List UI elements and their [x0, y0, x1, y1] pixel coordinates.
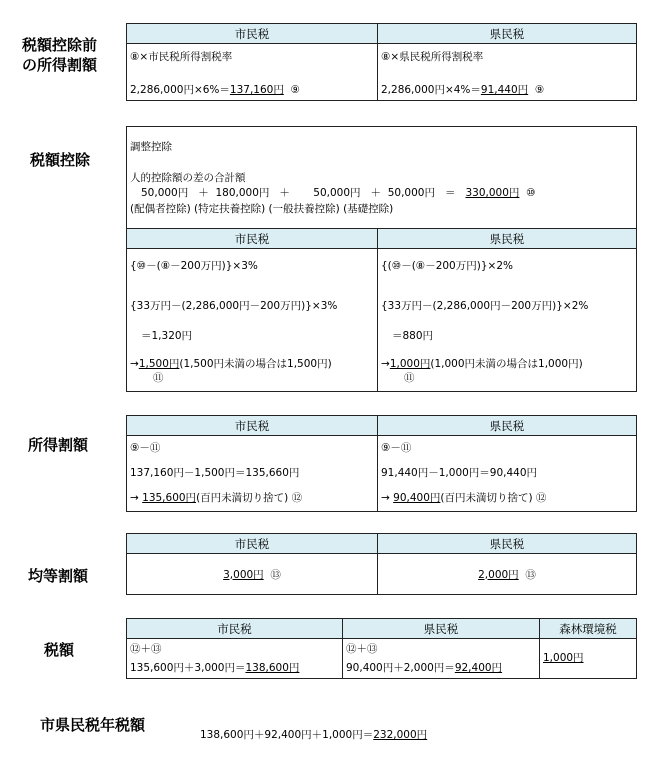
- city-credit-f2: {33万円－(2,286,000円－200万円)}×3%: [130, 300, 338, 312]
- header-pref: 県民税: [343, 619, 540, 639]
- forest-tax-l1: [543, 651, 584, 665]
- personal-diff-total: 330,000円: [465, 187, 520, 199]
- annual-tax-total: 232,000円: [373, 729, 428, 741]
- city-credit-f4: →1,500円(1,500円未満の場合は1,500円): [130, 358, 332, 370]
- annual-tax-formula: 138,600円＋92,400円＋1,000円＝232,000円: [200, 729, 428, 741]
- pref-tax-l1: ⑫＋⑬: [346, 643, 378, 655]
- pref-credit-f3: ＝880円: [392, 330, 434, 342]
- city-tax-value: 138,600円: [245, 662, 300, 674]
- section-label-annual-tax: 市県民税年税額: [40, 716, 146, 734]
- header-pref: 県民税: [378, 229, 637, 249]
- per-capita-table: [126, 533, 637, 595]
- forest-tax-value: 1,000円: [543, 652, 584, 664]
- header-forest: 森林環境税: [540, 619, 637, 639]
- header-city: 市民税: [127, 229, 378, 249]
- pref-formula: ⑧×県民税所得割税率: [381, 51, 484, 63]
- section-label-pre-credit: [22, 35, 97, 75]
- label-line-1: 税額控除前: [22, 36, 98, 54]
- city-per-capita-cell: 3,000円 ⑬: [127, 554, 378, 595]
- city-tax-l2: 135,600円＋3,000円＝138,600円: [130, 662, 300, 674]
- city-result: 2,286,000円×6%＝137,160円 ⑨: [130, 84, 300, 96]
- tax-credit-box: [126, 126, 637, 392]
- pref-levy-l3: → 90,400円(百円未満切り捨て) ⑫: [381, 492, 547, 504]
- city-cell: [127, 44, 378, 101]
- pref-levy-value: 90,400円: [393, 492, 441, 504]
- pref-tax-value: 92,400円: [454, 662, 503, 674]
- pre-credit-table: [126, 23, 637, 101]
- header-city: 市民税: [127, 24, 378, 44]
- pref-cell: [378, 44, 637, 101]
- city-levy-l3: → 135,600円(百円未満切り捨て) ⑫: [130, 492, 303, 504]
- city-levy-value: 135,600円: [142, 492, 197, 504]
- pref-per-capita-cell: 2,000円 ⑬: [378, 554, 637, 595]
- income-levy-table: [126, 415, 637, 512]
- header-pref: 県民税: [378, 416, 637, 436]
- city-formula: ⑧×市民税所得割税率: [130, 51, 233, 63]
- personal-diff-formula: 50,000円 ＋ 180,000円 ＋ 50,000円 ＋ 50,000円 ＝ 330,000円 ⑩: [141, 187, 536, 199]
- pref-levy-l1: ⑨－⑪: [381, 442, 412, 454]
- city-tax-l1: ⑫＋⑬: [130, 643, 162, 655]
- city-tax-cell: [127, 639, 343, 679]
- city-result-value: 137,160円: [229, 84, 284, 96]
- header-city: 市民税: [127, 416, 378, 436]
- pref-result-value: 91,440円: [480, 84, 529, 96]
- tax-credit-table: [126, 228, 637, 392]
- section-label-income-levy: 所得割額: [28, 436, 89, 454]
- city-credit-mark: ⑪: [153, 372, 164, 384]
- header-city: 市民税: [127, 534, 378, 554]
- city-credit-cell: [127, 249, 378, 392]
- header-city: 市民税: [127, 619, 343, 639]
- city-credit-f1: {⑩－(⑧－200万円)}×3%: [130, 260, 258, 272]
- pref-credit-f1: {(⑩－(⑧－200万円)}×2%: [381, 260, 513, 272]
- pref-levy-cell: [378, 436, 637, 512]
- pref-result: 2,286,000円×4%＝91,440円 ⑨: [381, 84, 545, 96]
- tax-amount-table: [126, 618, 637, 679]
- city-levy-l1: ⑨－⑪: [130, 442, 161, 454]
- pref-per-capita-value: 2,000円: [478, 568, 519, 581]
- pref-credit-f4: →1,000円(1,000円未満の場合は1,000円): [381, 358, 583, 370]
- header-pref: 県民税: [378, 534, 637, 554]
- pref-levy-l2: 91,440円－1,000円＝90,440円: [381, 467, 538, 479]
- personal-diff-title: 人的控除額の差の合計額: [130, 172, 246, 184]
- pref-credit-f2: {33万円－(2,286,000円－200万円)}×2%: [381, 300, 589, 312]
- city-credit-f3: ＝1,320円: [141, 330, 193, 342]
- forest-tax-cell: [540, 639, 637, 679]
- header-pref: 県民税: [378, 24, 637, 44]
- pref-tax-l2: 90,400円＋2,000円＝92,400円: [346, 662, 503, 674]
- adjustment-title: 調整控除: [130, 141, 172, 153]
- section-label-per-capita: 均等割額: [28, 567, 89, 585]
- section-label-tax-credit: 税額控除: [30, 151, 91, 169]
- section-label-tax-amount: 税額: [44, 641, 75, 659]
- city-credit-value: 1,500円: [138, 358, 180, 370]
- deduction-names: (配偶者控除) (特定扶養控除) (一般扶養控除) (基礎控除): [130, 203, 394, 215]
- pref-credit-mark: ⑪: [404, 372, 415, 384]
- pref-credit-value: 1,000円: [389, 358, 431, 370]
- pref-credit-cell: [378, 249, 637, 392]
- label-line-2: の所得割額: [22, 56, 98, 74]
- city-levy-l2: 137,160円－1,500円＝135,660円: [130, 467, 300, 479]
- city-levy-cell: [127, 436, 378, 512]
- city-per-capita-value: 3,000円: [223, 568, 264, 581]
- pref-tax-cell: [343, 639, 540, 679]
